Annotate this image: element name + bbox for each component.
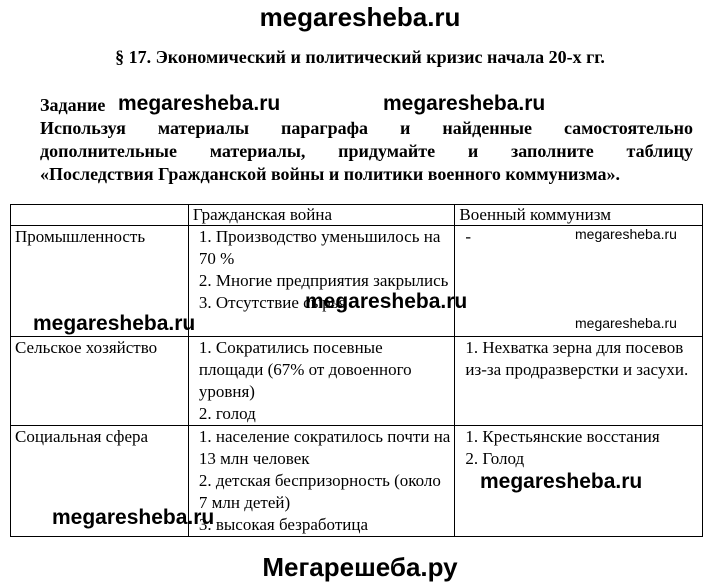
- table-row-agriculture: [11, 337, 703, 426]
- list-item: 2. Голод: [465, 449, 525, 468]
- watermark-inline: megaresheba.ru: [118, 92, 281, 115]
- list-item: 1. население сократилось почти на 13 млн человек: [198, 427, 451, 468]
- civil-war-cell: [188, 226, 455, 337]
- task-line: «Последствия Гражданской войны и политики военного коммунизма».: [40, 164, 621, 184]
- header-war-communism: Военный коммунизм: [455, 205, 703, 226]
- watermark-inline: megaresheba.ru: [33, 312, 196, 335]
- watermark-small: megaresheba.ru: [575, 315, 677, 331]
- civil-war-cell: [188, 337, 455, 426]
- task-line: дополнительные материалы, придумайте и заполните таблицу: [40, 141, 693, 161]
- list-item: -: [465, 227, 472, 246]
- list-item: 2. Многие предприятия закрылись: [198, 271, 449, 290]
- task-text: [40, 117, 693, 186]
- list-item: 1. Нехватка зерна для посевов из-за продразверстки и засухи.: [465, 338, 689, 379]
- category-cell: Социальная сфера: [11, 426, 189, 537]
- list-item: 1. Сократились посевные площади (67% от довоенного уровня): [198, 338, 412, 401]
- list-item: 1. Крестьянские восстания: [465, 427, 660, 446]
- section-heading: § 17. Экономический и политический кризис начала 20-х гг.: [115, 47, 605, 67]
- watermark-top: megaresheba.ru: [259, 2, 461, 32]
- list-item: 2. детская беспризорность (около 7 млн детей): [198, 471, 441, 512]
- task-label: Задание: [40, 95, 106, 115]
- header-empty: [11, 205, 189, 226]
- list-item: 3. высокая безработица: [198, 515, 369, 534]
- header-civil-war: Гражданская война: [188, 205, 455, 226]
- table-header-row: [11, 205, 703, 226]
- watermark-small: megaresheba.ru: [575, 226, 677, 242]
- task-line: Используя материалы параграфа и найденные самостоятельно: [40, 118, 693, 138]
- war-communism-cell: [455, 337, 703, 426]
- list-item: 2. голод: [198, 404, 256, 423]
- civil-war-cell: [188, 426, 455, 537]
- watermark-inline: megaresheba.ru: [480, 470, 643, 493]
- list-item: 1. Производство уменьшилось на 70 %: [198, 227, 441, 268]
- watermark-bottom: Мегарешеба.ру: [262, 552, 458, 582]
- watermark-inline: megaresheba.ru: [383, 92, 546, 115]
- category-cell: Сельское хозяйство: [11, 337, 189, 426]
- list-item: 3. Отсутствие сырья: [198, 293, 347, 312]
- watermark-inline: megaresheba.ru: [305, 290, 468, 313]
- category-cell: Промышленность: [11, 226, 189, 337]
- watermark-inline: megaresheba.ru: [52, 506, 215, 529]
